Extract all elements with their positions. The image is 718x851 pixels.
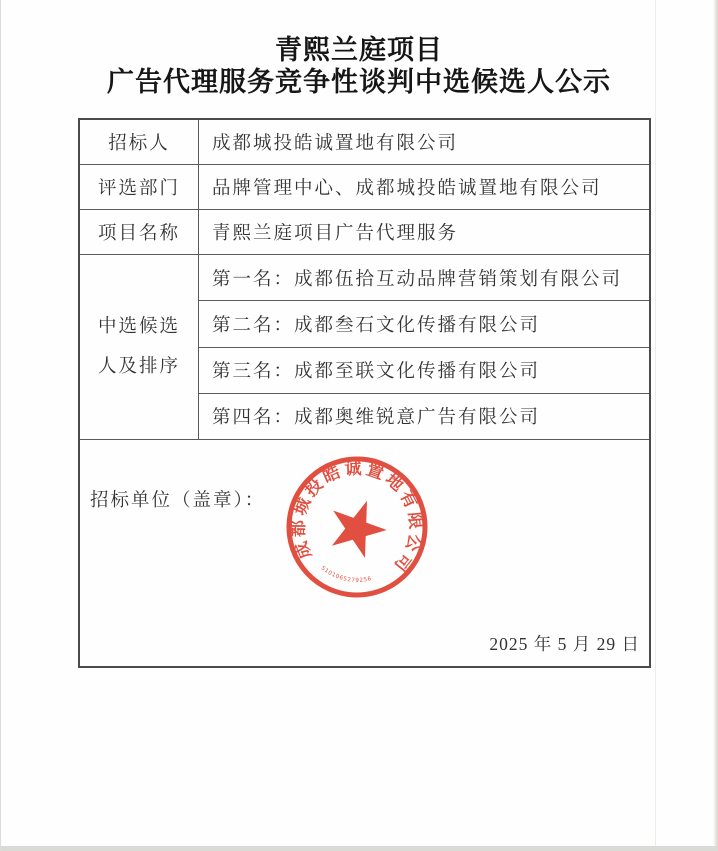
scan-edge-left — [0, 0, 1, 851]
row-value: 成都城投皓诚置地有限公司 — [212, 134, 459, 154]
rank-row-2: 第二名：成都叁石文化传播有限公司 — [199, 301, 649, 347]
row-label: 评选部门 — [80, 165, 199, 209]
stamp-label: 招标单位（盖章）： — [90, 491, 266, 511]
document-date: 2025 年 5 月 29 日 — [489, 634, 640, 654]
table-row-selection-dept — [80, 165, 649, 210]
seal-number-text: 5101065279256 — [319, 565, 373, 584]
candidates-rank-list — [199, 255, 649, 439]
page-title — [0, 34, 718, 98]
candidates-label — [80, 255, 199, 439]
seal-graphic — [277, 447, 437, 607]
candidates-label-line-2: 人及排序 — [97, 357, 180, 377]
table-row-project-name — [80, 210, 649, 255]
seal-star-icon — [322, 491, 394, 562]
row-label: 招标人 — [80, 120, 199, 164]
company-seal-stamp — [277, 447, 437, 607]
scan-fold-line — [655, 0, 656, 851]
candidates-label-line-1: 中选候选 — [97, 317, 180, 337]
rank-row-4: 第四名：成都奥维锐意广告有限公司 — [212, 408, 541, 429]
rank-row-3: 第三名：成都至联文化传播有限公司 — [199, 348, 649, 394]
title-line-2: 广告代理服务竞争性谈判中选候选人公示 — [107, 67, 611, 97]
title-line-1: 青熙兰庭项目 — [275, 35, 443, 65]
row-value: 品牌管理中心、成都城投皓诚置地有限公司 — [212, 179, 602, 199]
rank-row-1: 第一名：成都伍拾互动品牌营销策划有限公司 — [199, 255, 649, 301]
table-row-tenderee — [80, 120, 649, 165]
row-value: 青熙兰庭项目广告代理服务 — [212, 224, 459, 244]
table-row-candidates — [80, 255, 649, 440]
seal-company-text: 成都城投皓诚置地有限公司 — [288, 458, 426, 578]
scan-edge-right — [713, 0, 718, 851]
row-label: 项目名称 — [80, 210, 199, 254]
scan-edge-bottom — [0, 846, 718, 851]
